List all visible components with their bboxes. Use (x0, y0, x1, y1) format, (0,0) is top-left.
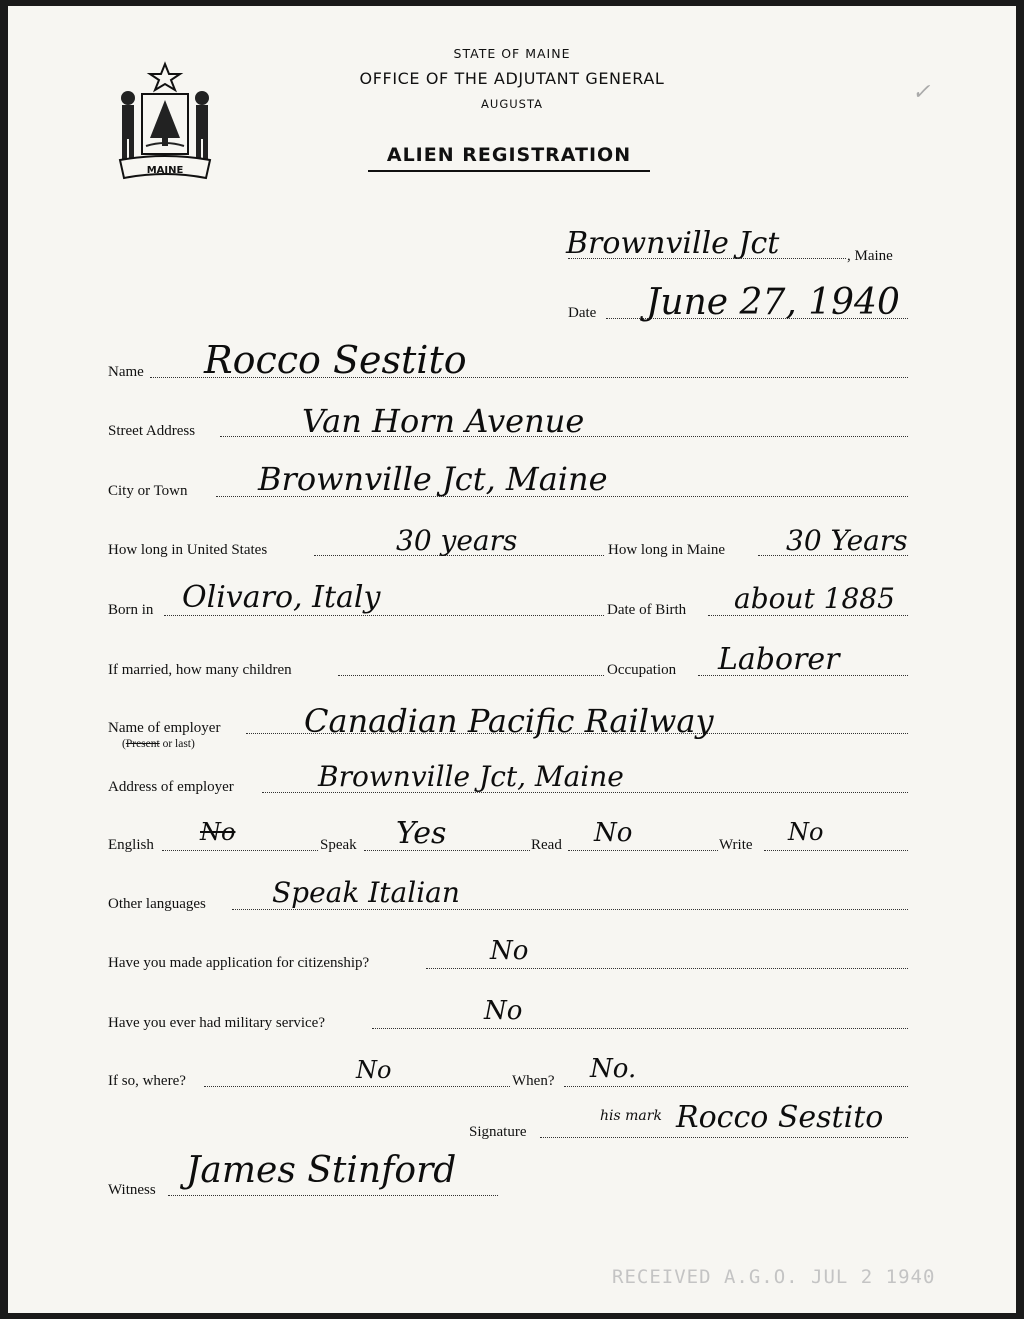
street-value: Van Horn Avenue (302, 402, 585, 440)
employer-name-value: Canadian Pacific Railway (304, 702, 714, 740)
write-line (764, 850, 908, 851)
write-value: No (788, 818, 824, 846)
citizenship-line (426, 968, 908, 969)
english-line (162, 850, 318, 851)
employer-address-label: Address of employer (108, 779, 234, 795)
place-value: Brownville Jct (566, 226, 780, 261)
other-languages-line (232, 909, 908, 910)
employer-sub-open: ( (122, 738, 126, 750)
title-underline (368, 170, 650, 172)
form-title: ALIEN REGISTRATION (386, 144, 632, 166)
where-label: If so, where? (108, 1073, 186, 1089)
citizenship-value: No (490, 936, 529, 966)
employer-sub-label (122, 738, 195, 750)
when-line (564, 1086, 908, 1087)
date-label: Date (568, 305, 597, 321)
when-value: No. (590, 1054, 637, 1084)
date-of-birth-line (708, 615, 908, 616)
when-label: When? (512, 1073, 555, 1089)
how-long-us-label: How long in United States (108, 542, 268, 558)
occupation-label: Occupation (607, 662, 677, 678)
name-label: Name (108, 364, 144, 380)
english-value: No (200, 818, 236, 846)
born-in-line (164, 615, 604, 616)
office-line: OFFICE OF THE ADJUTANT GENERAL (359, 69, 665, 88)
signature-label: Signature (469, 1124, 527, 1140)
where-line (204, 1086, 510, 1087)
city-line: AUGUSTA (481, 97, 543, 111)
born-in-label: Born in (108, 602, 154, 618)
witness-value: James Stinford (186, 1150, 457, 1191)
speak-value: Yes (396, 816, 447, 851)
name-value: Rocco Sestito (204, 338, 467, 382)
other-languages-label: Other languages (108, 896, 206, 912)
occupation-value: Laborer (718, 642, 840, 677)
speak-label: Speak (320, 837, 357, 853)
military-value: No (484, 996, 523, 1026)
how-long-maine-label: How long in Maine (608, 542, 726, 558)
children-label: If married, how many children (108, 662, 292, 678)
date-value: June 27, 1940 (646, 282, 900, 323)
city-value: Brownville Jct, Maine (258, 460, 608, 498)
speak-line (364, 850, 530, 851)
military-label: Have you ever had military service? (108, 1015, 325, 1031)
state-line: STATE OF MAINE (453, 46, 571, 61)
witness-label: Witness (108, 1182, 156, 1198)
born-in-value: Olivaro, Italy (182, 580, 381, 615)
children-line (338, 675, 604, 676)
witness-line (168, 1195, 498, 1196)
street-label: Street Address (108, 423, 196, 439)
read-label: Read (531, 837, 562, 853)
citizenship-label: Have you made application for citizenship? (108, 955, 370, 971)
city-label: City or Town (108, 483, 188, 499)
date-of-birth-value: about 1885 (734, 582, 895, 615)
read-line (568, 850, 718, 851)
maine-suffix: , Maine (847, 248, 893, 264)
employer-sub-rest: or last) (159, 738, 195, 750)
how-long-us-value: 30 years (396, 524, 518, 557)
where-value: No (356, 1056, 392, 1084)
employer-name-label: Name of employer (108, 720, 221, 736)
signature-line (540, 1137, 908, 1138)
employer-address-value: Brownville Jct, Maine (318, 760, 624, 793)
signature-value: Rocco Sestito (676, 1100, 884, 1135)
check-mark: ✓ (912, 80, 931, 105)
signature-mark: his mark (600, 1108, 662, 1124)
english-label: English (108, 837, 154, 853)
date-of-birth-label: Date of Birth (607, 602, 687, 618)
military-line (372, 1028, 908, 1029)
read-value: No (594, 818, 633, 848)
how-long-maine-value: 30 Years (786, 524, 908, 557)
write-label: Write (719, 837, 753, 853)
employer-sub-struck: Present (125, 738, 160, 750)
seal-label: MAINE (146, 165, 184, 176)
other-languages-value: Speak Italian (272, 876, 460, 909)
received-stamp: RECEIVED A.G.O. JUL 2 1940 (612, 1266, 936, 1288)
place-line (568, 258, 846, 259)
